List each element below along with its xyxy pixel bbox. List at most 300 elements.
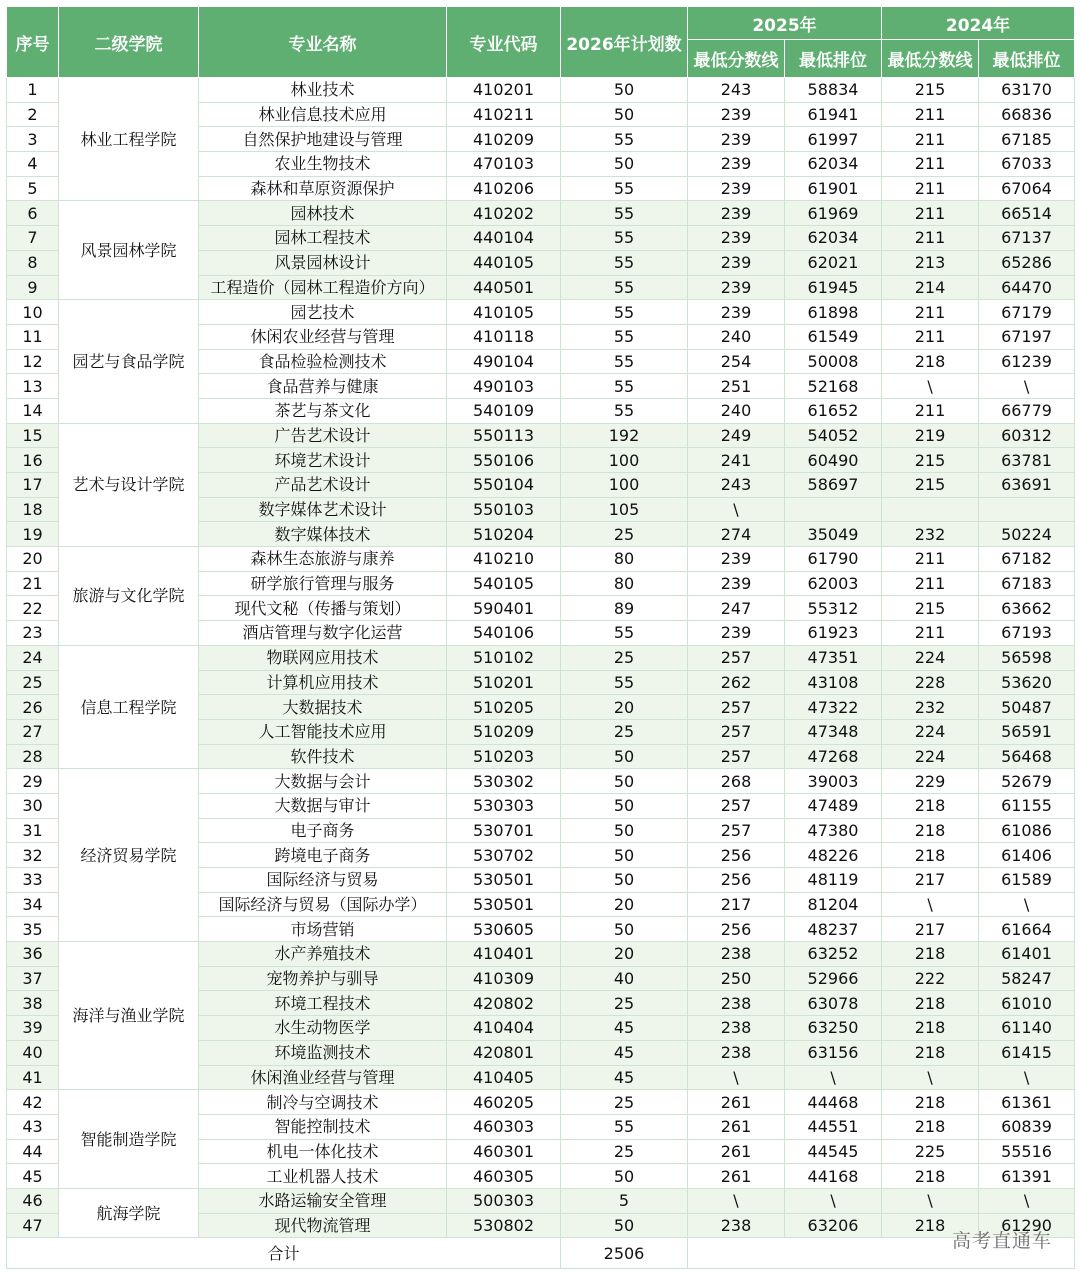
major-cell: 软件技术 <box>199 744 447 769</box>
major-cell: 酒店管理与数字化运营 <box>199 621 447 646</box>
rank-2024-cell: 60839 <box>979 1114 1075 1139</box>
score-2024-cell: 218 <box>882 818 979 843</box>
score-2024-cell: 218 <box>882 793 979 818</box>
plan-cell: 25 <box>561 645 688 670</box>
score-2024-cell: 218 <box>882 1114 979 1139</box>
major-cell: 广告艺术设计 <box>199 423 447 448</box>
rank-2024-cell: 50487 <box>979 695 1075 720</box>
rank-2024-cell: 67137 <box>979 226 1075 251</box>
rank-2025-cell: 47489 <box>785 793 882 818</box>
table-row <box>7 1090 1075 1115</box>
major-cell: 休闲渔业经营与管理 <box>199 1065 447 1090</box>
score-2024-cell: \ <box>882 1188 979 1213</box>
college-cell: 风景园林学院 <box>59 201 199 300</box>
code-cell: 460205 <box>447 1090 561 1115</box>
plan-cell: 55 <box>561 349 688 374</box>
code-cell: 530605 <box>447 917 561 942</box>
code-cell: 410401 <box>447 942 561 967</box>
plan-cell: 50 <box>561 102 688 127</box>
score-2025-cell: 261 <box>688 1114 785 1139</box>
rank-2024-cell: 63662 <box>979 596 1075 621</box>
table-row <box>7 78 1075 103</box>
score-2025-cell: 257 <box>688 793 785 818</box>
major-cell: 环境艺术设计 <box>199 448 447 473</box>
score-2024-cell: 222 <box>882 966 979 991</box>
rank-2025-cell: 61969 <box>785 201 882 226</box>
major-cell: 宠物养护与驯导 <box>199 966 447 991</box>
header-2025-min-rank: 最低排位 <box>785 40 882 78</box>
plan-cell: 55 <box>561 226 688 251</box>
code-cell: 410309 <box>447 966 561 991</box>
total-row <box>7 1238 1075 1269</box>
rank-2024-cell: 61290 <box>979 1213 1075 1238</box>
code-cell: 530302 <box>447 769 561 794</box>
score-2024-cell: 215 <box>882 78 979 103</box>
major-cell: 大数据技术 <box>199 695 447 720</box>
plan-cell: 45 <box>561 1016 688 1041</box>
score-2025-cell: 261 <box>688 1139 785 1164</box>
plan-cell: 50 <box>561 1213 688 1238</box>
code-cell: 410405 <box>447 1065 561 1090</box>
rank-2024-cell: 67183 <box>979 571 1075 596</box>
code-cell: 410210 <box>447 547 561 572</box>
code-cell: 470103 <box>447 152 561 177</box>
table-row <box>7 547 1075 572</box>
rank-2024-cell: 50224 <box>979 522 1075 547</box>
score-2025-cell: 261 <box>688 1090 785 1115</box>
college-cell: 信息工程学院 <box>59 645 199 768</box>
rank-2024-cell: 56468 <box>979 744 1075 769</box>
score-2025-cell: 239 <box>688 226 785 251</box>
rank-2025-cell: 61898 <box>785 300 882 325</box>
rank-2025-cell: 55312 <box>785 596 882 621</box>
rank-2025-cell: 52966 <box>785 966 882 991</box>
plan-cell: 45 <box>561 1065 688 1090</box>
rank-2025-cell: 35049 <box>785 522 882 547</box>
major-cell: 林业技术 <box>199 78 447 103</box>
rank-2025-cell: 47268 <box>785 744 882 769</box>
rank-2025-cell: 61997 <box>785 127 882 152</box>
rank-2025-cell <box>785 497 882 522</box>
score-2024-cell: 211 <box>882 547 979 572</box>
major-cell: 自然保护地建设与管理 <box>199 127 447 152</box>
score-2025-cell: 251 <box>688 374 785 399</box>
score-2025-cell: 247 <box>688 596 785 621</box>
rank-2025-cell: 61652 <box>785 398 882 423</box>
score-2025-cell: 257 <box>688 818 785 843</box>
plan-cell: 5 <box>561 1188 688 1213</box>
score-2025-cell: 217 <box>688 892 785 917</box>
score-2025-cell: 256 <box>688 843 785 868</box>
plan-cell: 20 <box>561 892 688 917</box>
score-2024-cell: 218 <box>882 349 979 374</box>
major-cell: 跨境电子商务 <box>199 843 447 868</box>
score-2024-cell: 218 <box>882 843 979 868</box>
seq-cell: 1 <box>7 78 59 103</box>
score-2025-cell: 239 <box>688 547 785 572</box>
rank-2024-cell: 63691 <box>979 473 1075 498</box>
seq-cell: 14 <box>7 398 59 423</box>
score-2025-cell: 243 <box>688 78 785 103</box>
score-2025-cell: 256 <box>688 917 785 942</box>
score-2025-cell: 257 <box>688 719 785 744</box>
plan-cell: 50 <box>561 843 688 868</box>
score-2024-cell: 211 <box>882 102 979 127</box>
score-2025-cell: 239 <box>688 250 785 275</box>
rank-2024-cell: 65286 <box>979 250 1075 275</box>
rank-2025-cell: 63078 <box>785 991 882 1016</box>
code-cell: 550106 <box>447 448 561 473</box>
college-cell: 林业工程学院 <box>59 78 199 201</box>
score-2024-cell: 217 <box>882 868 979 893</box>
score-2024-cell: 218 <box>882 1090 979 1115</box>
seq-cell: 30 <box>7 793 59 818</box>
score-2025-cell: 239 <box>688 621 785 646</box>
score-2024-cell: 232 <box>882 695 979 720</box>
plan-cell: 55 <box>561 300 688 325</box>
major-cell: 园林技术 <box>199 201 447 226</box>
rank-2024-cell: 61589 <box>979 868 1075 893</box>
score-2024-cell: 211 <box>882 571 979 596</box>
seq-cell: 18 <box>7 497 59 522</box>
score-2024-cell: 213 <box>882 250 979 275</box>
code-cell: 410105 <box>447 300 561 325</box>
score-2024-cell: 211 <box>882 324 979 349</box>
seq-cell: 37 <box>7 966 59 991</box>
seq-cell: 39 <box>7 1016 59 1041</box>
score-2024-cell <box>882 497 979 522</box>
plan-cell: 50 <box>561 769 688 794</box>
plan-cell: 50 <box>561 1164 688 1189</box>
rank-2025-cell: 81204 <box>785 892 882 917</box>
code-cell: 490103 <box>447 374 561 399</box>
major-cell: 森林生态旅游与康养 <box>199 547 447 572</box>
score-2024-cell: \ <box>882 892 979 917</box>
code-cell: 590401 <box>447 596 561 621</box>
seq-cell: 44 <box>7 1139 59 1164</box>
score-2024-cell: 229 <box>882 769 979 794</box>
rank-2024-cell: 67179 <box>979 300 1075 325</box>
rank-2024-cell: 67182 <box>979 547 1075 572</box>
rank-2025-cell: 61923 <box>785 621 882 646</box>
rank-2024-cell: 61140 <box>979 1016 1075 1041</box>
plan-cell: 100 <box>561 448 688 473</box>
score-2025-cell: 262 <box>688 670 785 695</box>
score-2025-cell: 254 <box>688 349 785 374</box>
rank-2024-cell: 63170 <box>979 78 1075 103</box>
score-2024-cell: 211 <box>882 152 979 177</box>
rank-2024-cell: 61361 <box>979 1090 1075 1115</box>
rank-2024-cell: \ <box>979 892 1075 917</box>
major-cell: 机电一体化技术 <box>199 1139 447 1164</box>
code-cell: 510209 <box>447 719 561 744</box>
code-cell: 440501 <box>447 275 561 300</box>
major-cell: 国际经济与贸易 <box>199 868 447 893</box>
code-cell: 410118 <box>447 324 561 349</box>
code-cell: 530501 <box>447 868 561 893</box>
rank-2025-cell: 52168 <box>785 374 882 399</box>
header-college: 二级学院 <box>59 7 199 78</box>
plan-cell: 25 <box>561 522 688 547</box>
score-2024-cell: 224 <box>882 719 979 744</box>
score-2025-cell: 250 <box>688 966 785 991</box>
rank-2025-cell: 63250 <box>785 1016 882 1041</box>
major-cell: 环境监测技术 <box>199 1040 447 1065</box>
plan-cell: 45 <box>561 1040 688 1065</box>
rank-2025-cell: 63206 <box>785 1213 882 1238</box>
rank-2024-cell: 53620 <box>979 670 1075 695</box>
major-cell: 风景园林设计 <box>199 250 447 275</box>
score-2024-cell: 218 <box>882 1040 979 1065</box>
rank-2024-cell: 67033 <box>979 152 1075 177</box>
plan-cell: 55 <box>561 1114 688 1139</box>
score-2025-cell: 241 <box>688 448 785 473</box>
score-2025-cell: \ <box>688 1065 785 1090</box>
code-cell: 500303 <box>447 1188 561 1213</box>
seq-cell: 31 <box>7 818 59 843</box>
major-cell: 计算机应用技术 <box>199 670 447 695</box>
rank-2025-cell: 58697 <box>785 473 882 498</box>
code-cell: 440104 <box>447 226 561 251</box>
score-2025-cell: 261 <box>688 1164 785 1189</box>
header-code: 专业代码 <box>447 7 561 78</box>
header-2024-min-rank: 最低排位 <box>979 40 1075 78</box>
plan-cell: 20 <box>561 942 688 967</box>
seq-cell: 38 <box>7 991 59 1016</box>
score-2024-cell: 211 <box>882 176 979 201</box>
seq-cell: 32 <box>7 843 59 868</box>
rank-2025-cell: 39003 <box>785 769 882 794</box>
seq-cell: 35 <box>7 917 59 942</box>
code-cell: 510102 <box>447 645 561 670</box>
major-cell: 智能控制技术 <box>199 1114 447 1139</box>
score-2025-cell: 239 <box>688 275 785 300</box>
score-2024-cell: 228 <box>882 670 979 695</box>
header-2024: 2024年 <box>882 7 1075 40</box>
code-cell: 510203 <box>447 744 561 769</box>
rank-2024-cell: \ <box>979 374 1075 399</box>
seq-cell: 7 <box>7 226 59 251</box>
rank-2024-cell: 55516 <box>979 1139 1075 1164</box>
major-cell: 森林和草原资源保护 <box>199 176 447 201</box>
rank-2024-cell: 66836 <box>979 102 1075 127</box>
score-2024-cell: 214 <box>882 275 979 300</box>
header-plan: 2026年计划数 <box>561 7 688 78</box>
seq-cell: 6 <box>7 201 59 226</box>
rank-2024-cell: 61401 <box>979 942 1075 967</box>
score-2025-cell: 239 <box>688 571 785 596</box>
major-cell: 水路运输安全管理 <box>199 1188 447 1213</box>
plan-cell: 55 <box>561 201 688 226</box>
table-body <box>7 78 1075 1238</box>
score-2024-cell: 211 <box>882 127 979 152</box>
code-cell: 540109 <box>447 398 561 423</box>
code-cell: 530802 <box>447 1213 561 1238</box>
header-seq: 序号 <box>7 7 59 78</box>
plan-cell: 50 <box>561 818 688 843</box>
score-2024-cell: 215 <box>882 596 979 621</box>
rank-2025-cell: 62021 <box>785 250 882 275</box>
major-cell: 园林工程技术 <box>199 226 447 251</box>
score-2024-cell: 224 <box>882 645 979 670</box>
code-cell: 540106 <box>447 621 561 646</box>
major-cell: 水生动物医学 <box>199 1016 447 1041</box>
score-2025-cell: 238 <box>688 1040 785 1065</box>
major-cell: 水产养殖技术 <box>199 942 447 967</box>
major-cell: 环境工程技术 <box>199 991 447 1016</box>
seq-cell: 8 <box>7 250 59 275</box>
major-cell: 市场营销 <box>199 917 447 942</box>
rank-2024-cell: 60312 <box>979 423 1075 448</box>
rank-2024-cell: \ <box>979 1188 1075 1213</box>
score-2025-cell: 257 <box>688 744 785 769</box>
seq-cell: 2 <box>7 102 59 127</box>
seq-cell: 4 <box>7 152 59 177</box>
rank-2025-cell: 61945 <box>785 275 882 300</box>
score-2024-cell: 215 <box>882 448 979 473</box>
score-2024-cell: 211 <box>882 300 979 325</box>
plan-cell: 50 <box>561 793 688 818</box>
plan-cell: 25 <box>561 719 688 744</box>
rank-2024-cell: 56598 <box>979 645 1075 670</box>
plan-cell: 100 <box>561 473 688 498</box>
rank-2024-cell <box>979 497 1075 522</box>
score-2025-cell: \ <box>688 497 785 522</box>
major-cell: 现代物流管理 <box>199 1213 447 1238</box>
code-cell: 410201 <box>447 78 561 103</box>
plan-cell: 55 <box>561 374 688 399</box>
score-2025-cell: 238 <box>688 991 785 1016</box>
seq-cell: 46 <box>7 1188 59 1213</box>
plan-cell: 55 <box>561 621 688 646</box>
score-2024-cell: 218 <box>882 991 979 1016</box>
rank-2025-cell: 44545 <box>785 1139 882 1164</box>
rank-2025-cell: 62034 <box>785 152 882 177</box>
seq-cell: 12 <box>7 349 59 374</box>
header-2025-min-score: 最低分数线 <box>688 40 785 78</box>
major-cell: 制冷与空调技术 <box>199 1090 447 1115</box>
college-cell: 艺术与设计学院 <box>59 423 199 546</box>
score-2025-cell: 268 <box>688 769 785 794</box>
rank-2024-cell: 67185 <box>979 127 1075 152</box>
score-2024-cell: 225 <box>882 1139 979 1164</box>
rank-2025-cell: 62034 <box>785 226 882 251</box>
score-2025-cell: \ <box>688 1188 785 1213</box>
college-cell: 经济贸易学院 <box>59 769 199 942</box>
code-cell: 460303 <box>447 1114 561 1139</box>
code-cell: 410202 <box>447 201 561 226</box>
rank-2024-cell: \ <box>979 1065 1075 1090</box>
plan-cell: 89 <box>561 596 688 621</box>
score-2025-cell: 238 <box>688 942 785 967</box>
code-cell: 460305 <box>447 1164 561 1189</box>
rank-2025-cell: 44468 <box>785 1090 882 1115</box>
score-2025-cell: 238 <box>688 1213 785 1238</box>
score-2024-cell: 211 <box>882 201 979 226</box>
major-cell: 物联网应用技术 <box>199 645 447 670</box>
score-2024-cell: 219 <box>882 423 979 448</box>
score-2025-cell: 240 <box>688 398 785 423</box>
rank-2024-cell: 61239 <box>979 349 1075 374</box>
code-cell: 530701 <box>447 818 561 843</box>
rank-2025-cell: 61901 <box>785 176 882 201</box>
score-2025-cell: 239 <box>688 300 785 325</box>
seq-cell: 23 <box>7 621 59 646</box>
plan-cell: 105 <box>561 497 688 522</box>
plan-cell: 20 <box>561 695 688 720</box>
score-2024-cell: 218 <box>882 1016 979 1041</box>
score-2025-cell: 257 <box>688 695 785 720</box>
score-2024-cell: 211 <box>882 621 979 646</box>
score-2024-cell: 211 <box>882 398 979 423</box>
table-row <box>7 423 1075 448</box>
code-cell: 510204 <box>447 522 561 547</box>
major-cell: 大数据与会计 <box>199 769 447 794</box>
code-cell: 510205 <box>447 695 561 720</box>
rank-2024-cell: 67193 <box>979 621 1075 646</box>
score-2024-cell: 224 <box>882 744 979 769</box>
seq-cell: 22 <box>7 596 59 621</box>
rank-2024-cell: 61406 <box>979 843 1075 868</box>
plan-cell: 25 <box>561 1090 688 1115</box>
code-cell: 530702 <box>447 843 561 868</box>
seq-cell: 26 <box>7 695 59 720</box>
seq-cell: 5 <box>7 176 59 201</box>
code-cell: 410404 <box>447 1016 561 1041</box>
rank-2024-cell: 56591 <box>979 719 1075 744</box>
rank-2024-cell: 61664 <box>979 917 1075 942</box>
plan-cell: 55 <box>561 176 688 201</box>
rank-2024-cell: 64470 <box>979 275 1075 300</box>
major-cell: 园艺技术 <box>199 300 447 325</box>
code-cell: 550104 <box>447 473 561 498</box>
code-cell: 420802 <box>447 991 561 1016</box>
rank-2025-cell: 50008 <box>785 349 882 374</box>
rank-2024-cell: 63781 <box>979 448 1075 473</box>
rank-2024-cell: 61010 <box>979 991 1075 1016</box>
rank-2025-cell: 47351 <box>785 645 882 670</box>
plan-cell: 55 <box>561 127 688 152</box>
code-cell: 530501 <box>447 892 561 917</box>
plan-cell: 80 <box>561 547 688 572</box>
major-cell: 食品营养与健康 <box>199 374 447 399</box>
score-2025-cell: 240 <box>688 324 785 349</box>
rank-2025-cell: 47380 <box>785 818 882 843</box>
major-cell: 数字媒体艺术设计 <box>199 497 447 522</box>
seq-cell: 40 <box>7 1040 59 1065</box>
seq-cell: 29 <box>7 769 59 794</box>
rank-2025-cell: 61549 <box>785 324 882 349</box>
plan-cell: 55 <box>561 250 688 275</box>
major-cell: 休闲农业经营与管理 <box>199 324 447 349</box>
score-2024-cell: 218 <box>882 1213 979 1238</box>
major-cell: 现代文秘（传播与策划） <box>199 596 447 621</box>
major-cell: 林业信息技术应用 <box>199 102 447 127</box>
plan-cell: 40 <box>561 966 688 991</box>
plan-cell: 25 <box>561 1139 688 1164</box>
seq-cell: 47 <box>7 1213 59 1238</box>
rank-2024-cell: 52679 <box>979 769 1075 794</box>
major-cell: 数字媒体技术 <box>199 522 447 547</box>
seq-cell: 15 <box>7 423 59 448</box>
rank-2024-cell: 67197 <box>979 324 1075 349</box>
college-cell: 园艺与食品学院 <box>59 300 199 423</box>
score-2024-cell: 218 <box>882 942 979 967</box>
major-cell: 国际经济与贸易（国际办学） <box>199 892 447 917</box>
total-plan: 2506 <box>561 1238 688 1269</box>
code-cell: 530303 <box>447 793 561 818</box>
score-2025-cell: 249 <box>688 423 785 448</box>
